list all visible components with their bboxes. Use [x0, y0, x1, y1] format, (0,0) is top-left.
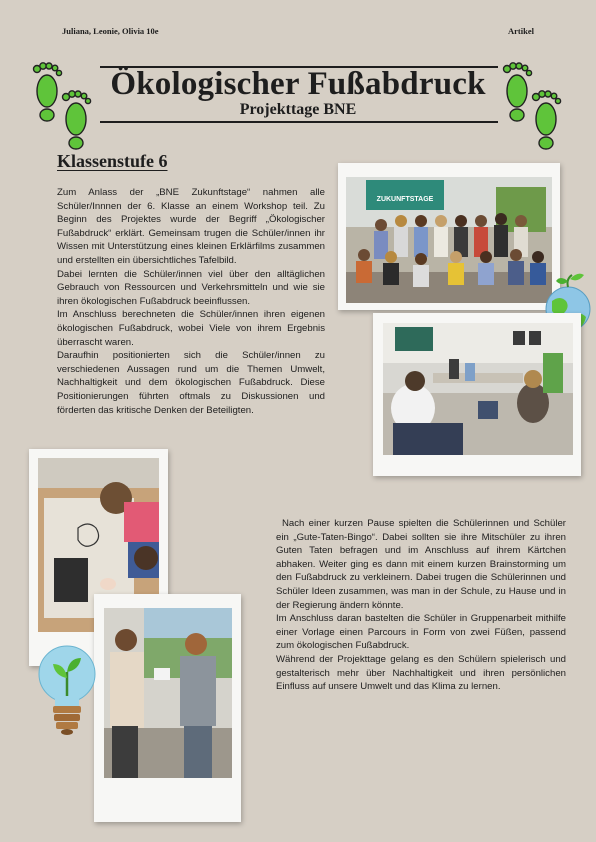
paragraph: Nach einer kurzen Pause spielten die Schülerinnen und Schüler ein „Gute-Taten-Bingo“. Dabei sollten sie ihre Mitschüler zu ihren Guten Taten befragen und im Anschluss auf ihrem Kärtchen abhaken. Weiter ging es dann mit einem kurzen Brainstorming um den Fußabdruck zu verkleinern. Dabei trugen die Schülerinnen und Schüler Ideen zusammen, was man in der Schule, zu Hause und in der Regierung ändern könnte. — [276, 518, 566, 611]
lightbulb-plant-icon — [36, 640, 98, 736]
photo-classroom — [383, 323, 573, 455]
left-text-column — [57, 186, 325, 417]
photo-class-group — [346, 177, 552, 303]
paragraph: Im Anschluss berechneten die Schüler/innen ihren eigenen ökologischen Fußabdruck, wobei Viele von ihrem Ergebnis überrascht waren. — [57, 309, 325, 348]
authors: Juliana, Leonie, Olivia 10e — [62, 26, 159, 36]
photo-students — [104, 608, 232, 778]
screen-text: ZUKUNFTSTAGE — [376, 196, 434, 203]
category-label: Artikel — [508, 26, 534, 36]
title-bottom-rule — [100, 121, 498, 123]
paragraph: Im Anschluss daran bastelten die Schüler in Gruppenarbeit mithilfe einer Vorlage einen Parcours in Form von zwei Füßen, passend zum ökologischen Fußabdruck. — [276, 613, 566, 652]
page-subtitle: Projekttage BNE — [239, 101, 357, 118]
page-title: Ökologischer Fußabdruck — [110, 66, 486, 102]
photo-frame-classroom — [373, 313, 581, 476]
photo-frame-group — [338, 163, 560, 310]
paragraph: Zum Anlass der „BNE Zukunftstage“ nahmen alle Schüler/Innnen der 6. Klasse an einem Workshop teil. Zu Beginn des Projektes wurde der Begriff „Ökologischer Fußabdruck“ erklärt. Gemeinsam trugen die Schüler/innen ihr Wissen mit Unterstützung eines kleinen Erklärfilms zusammen und erstellten ein übersichtliches Tafelbild. — [57, 187, 325, 266]
photo-frame-students — [94, 594, 241, 822]
right-text-column — [276, 517, 566, 694]
section-heading: Klassenstufe 6 — [57, 151, 168, 171]
paragraph: Daraufhin positionierten sich die Schüler/innen zu verschiedenen Aussagen rund um die Themen Umwelt, Nachhaltigkeit und dem ökologischen Fußabdruck. Diese Positionierungen führten oftmals zu Diskussionen und förderten das kritische Denken der Beteiligten. — [57, 350, 325, 416]
paragraph: Während der Projekttage gelang es den Schülern spielerisch und gestalterisch mehr über Nachhaltigkeit und ihren persönlichen Einfluss auf unsere Umwelt und das Klima zu lernen. — [276, 653, 566, 693]
paragraph: Dabei lernten die Schüler/innen viel über den alltäglichen Gebrauch von Ressourcen und Verkehrsmitteln und wie sie ihren ökologischen Fußabdruck beeinflussen. — [57, 268, 325, 307]
